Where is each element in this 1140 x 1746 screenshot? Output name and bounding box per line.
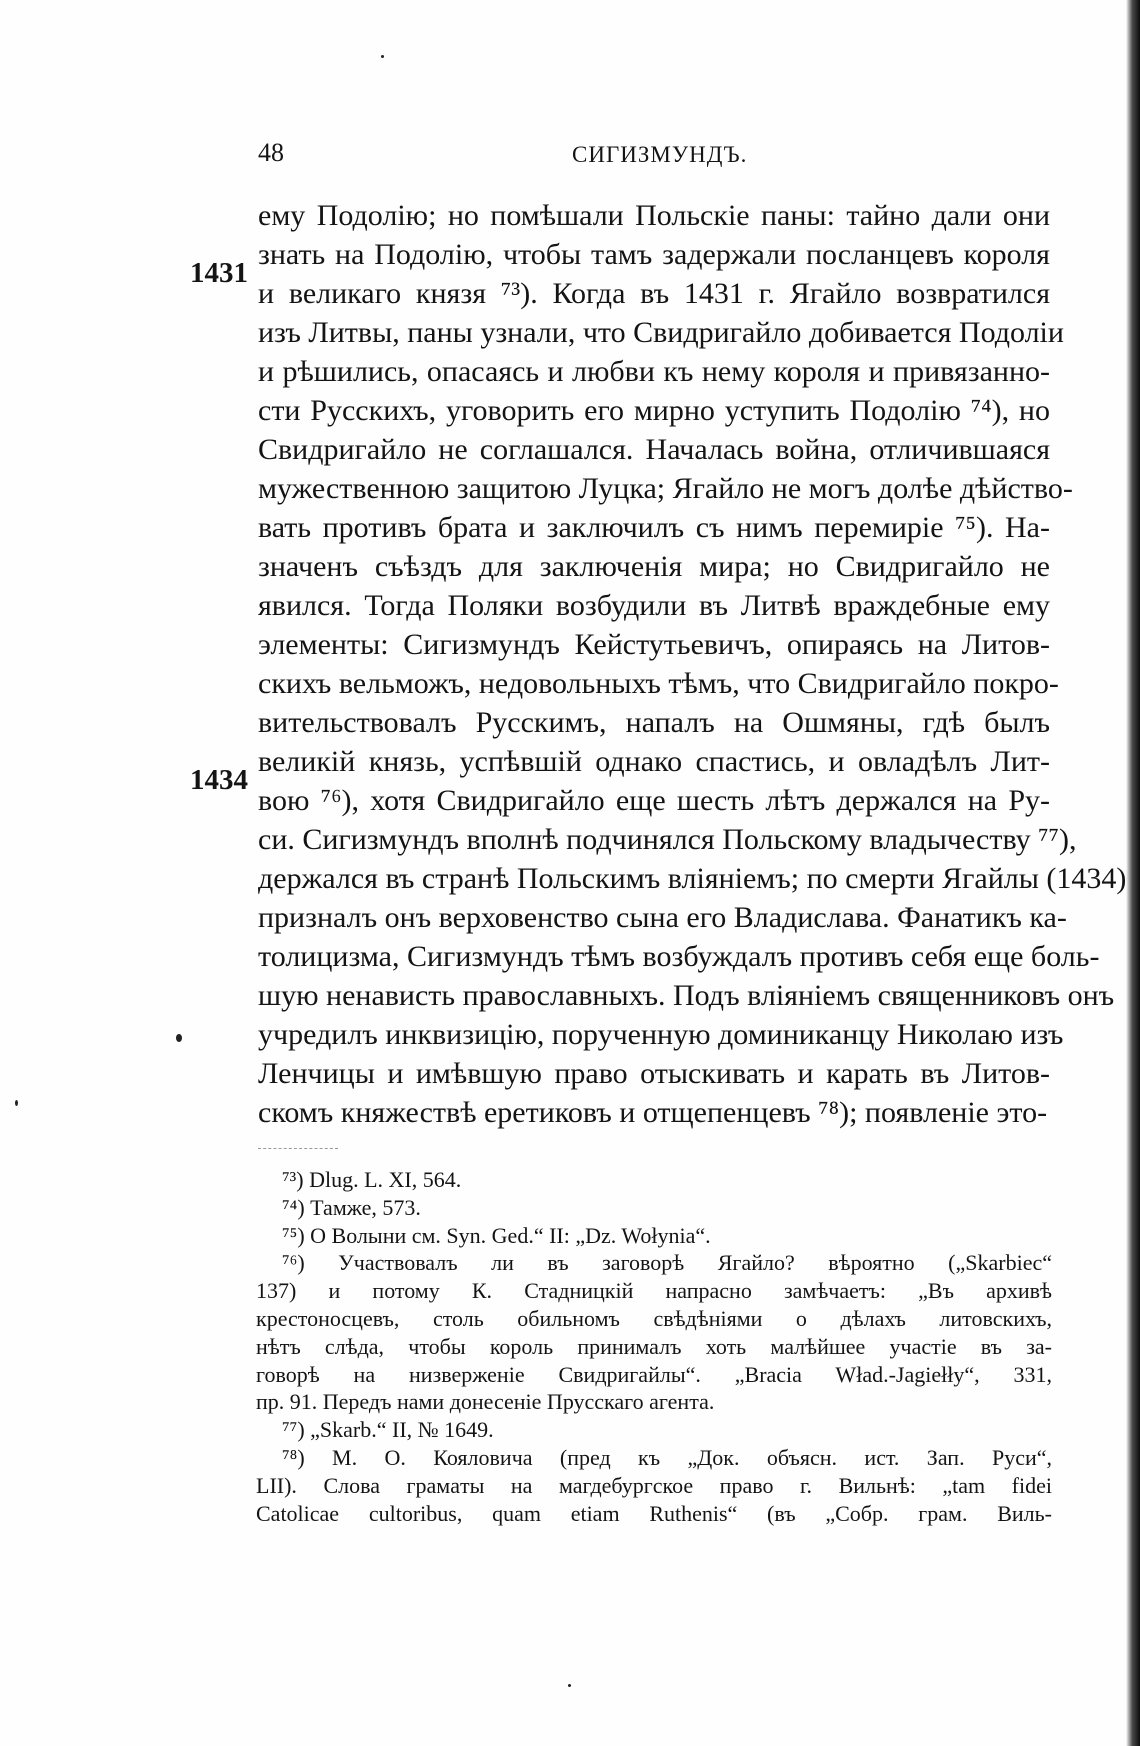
body-line: Свидригайло не соглашался. Началась война, отличившаяся <box>258 433 1050 466</box>
body-line: учредилъ инквизицію, порученную доминиканцу Николаю изъ <box>258 1018 1064 1051</box>
body-line: вать противъ брата и заключилъ съ нимъ перемиріе ⁷⁵). На- <box>258 511 1050 544</box>
margin-year-1434: 1434 <box>190 764 248 796</box>
footnote-78-line: LII). Слова грамaты на магдебургское право г. Вильнѣ: „tam fidei <box>256 1472 1052 1498</box>
body-text <box>258 196 1127 1136</box>
body-line: вительствовалъ Русскимъ, напалъ на Ошмяны, гдѣ былъ <box>258 706 1050 739</box>
ink-speck <box>15 1100 18 1106</box>
footnote-77: ⁷⁷) „Skarb.“ II, № 1649. <box>282 1417 494 1443</box>
footnote-76-line: говорѣ на низверженіе Свидригайлы“. „Bracia Wład.-Jagiełły“, 331, <box>256 1361 1052 1387</box>
body-line: шую ненависть православныхъ. Подъ вліяніемъ священниковъ онъ <box>258 979 1115 1012</box>
body-line: изъ Литвы, паны узнали, что Свидригайло добивается Подоліи <box>258 316 1064 349</box>
footnote-74: ⁷⁴) Тамже, 573. <box>282 1194 421 1220</box>
body-line: призналъ онъ верховенство сына его Владислава. Фанатикъ ка- <box>258 901 1067 934</box>
margin-year-1431: 1431 <box>190 257 248 289</box>
body-line: держался въ странѣ Польскимъ вліяніемъ; по смерти Ягайлы (1434) <box>258 862 1127 895</box>
scan-edge-shadow <box>1126 0 1140 1746</box>
footnote-76: ⁷⁶) Участвовалъ ли въ заговорѣ Ягайло? вѣроятно („Skarbiec“ <box>282 1250 1052 1276</box>
footnote-78-line: Catolicae cultoribus, quam etiam Ruthenis“ (въ „Собр. грам. Виль- <box>256 1500 1052 1526</box>
body-line: скомъ княжествѣ еретиковъ и отщепенцевъ ⁷⁸); появленіе это- <box>258 1096 1048 1129</box>
body-line: элементы: Сигизмундъ Кейстутьевичъ, опираясь на Литов- <box>258 628 1050 661</box>
footnote-76-line: пр. 91. Передъ нами донесеніе Прусскаго агента. <box>256 1389 715 1415</box>
body-line: значенъ съѣздъ для заключенія мира; но Свидригайло не <box>258 550 1050 583</box>
ink-speck <box>176 1034 182 1042</box>
body-line: толицизма, Сигизмундъ тѣмъ возбуждалъ противъ себя еще боль- <box>258 940 1100 973</box>
body-line: и великаго князя ⁷³). Когда въ 1431 г. Ягайло возвратился <box>258 277 1050 310</box>
body-line: ему Подолію; но помѣшали Польскіе паны: тайно дали они <box>258 199 1050 232</box>
body-line: мужественною защитою Луцка; Ягайло не могъ долѣе дѣйство- <box>258 472 1073 505</box>
footnote-75: ⁷⁵) О Волыни см. Syn. Ged.“ II: „Dz. Wołynia“. <box>282 1222 711 1248</box>
footnote-78: ⁷⁸) М. О. Кояловича (пред къ „Док. объясн. ист. Зап. Руси“, <box>282 1444 1052 1470</box>
body-line: и рѣшились, опасаясь и любви къ нему короля и привязанно- <box>258 355 1050 388</box>
body-line: скихъ вельможъ, недовольныхъ тѣмъ, что Свидригайло покро- <box>258 667 1059 700</box>
body-line: сти Русскихъ, уговорить его мирно уступить Подолію ⁷⁴), но <box>258 394 1050 427</box>
page-header <box>0 138 1140 178</box>
footnote-73: ⁷³) Dlug. L. XI, 564. <box>282 1167 462 1192</box>
footnotes <box>256 1166 1052 1527</box>
running-head: СИГИЗМУНДЪ. <box>572 142 748 167</box>
footnote-76-line: крестоносцевъ, столь обильномъ свѣдѣніями о дѣлахъ литовскихъ, <box>256 1305 1052 1331</box>
footnote-76-line: 137) и потому К. Стадницкій напрасно замѣчаетъ: „Въ архивѣ <box>256 1278 1052 1304</box>
page-number: 48 <box>258 138 284 167</box>
body-line: Ленчицы и имѣвшую право отыскивать и карать въ Литов- <box>258 1057 1050 1090</box>
body-line: си. Сигизмундъ вполнѣ подчинялся Польскому владычеству ⁷⁷), <box>258 823 1077 856</box>
footnote-76-line: нѣтъ слѣда, чтобы король принималъ хоть малѣйшее участіе въ за- <box>256 1333 1052 1359</box>
body-line: великій князь, успѣвшій однако спастись, и овладѣлъ Лит- <box>258 745 1050 778</box>
body-line: знать на Подолію, чтобы тамъ задержали посланцевъ короля <box>258 238 1050 271</box>
body-line: явился. Тогда Поляки возбудили въ Литвѣ враждебные ему <box>258 589 1050 622</box>
ink-speck <box>568 1684 571 1687</box>
body-line: вою ⁷⁶), хотя Свидригайло еще шесть лѣтъ держался на Ру- <box>258 784 1050 817</box>
ink-speck <box>381 55 384 58</box>
footnote-divider <box>258 1148 338 1149</box>
